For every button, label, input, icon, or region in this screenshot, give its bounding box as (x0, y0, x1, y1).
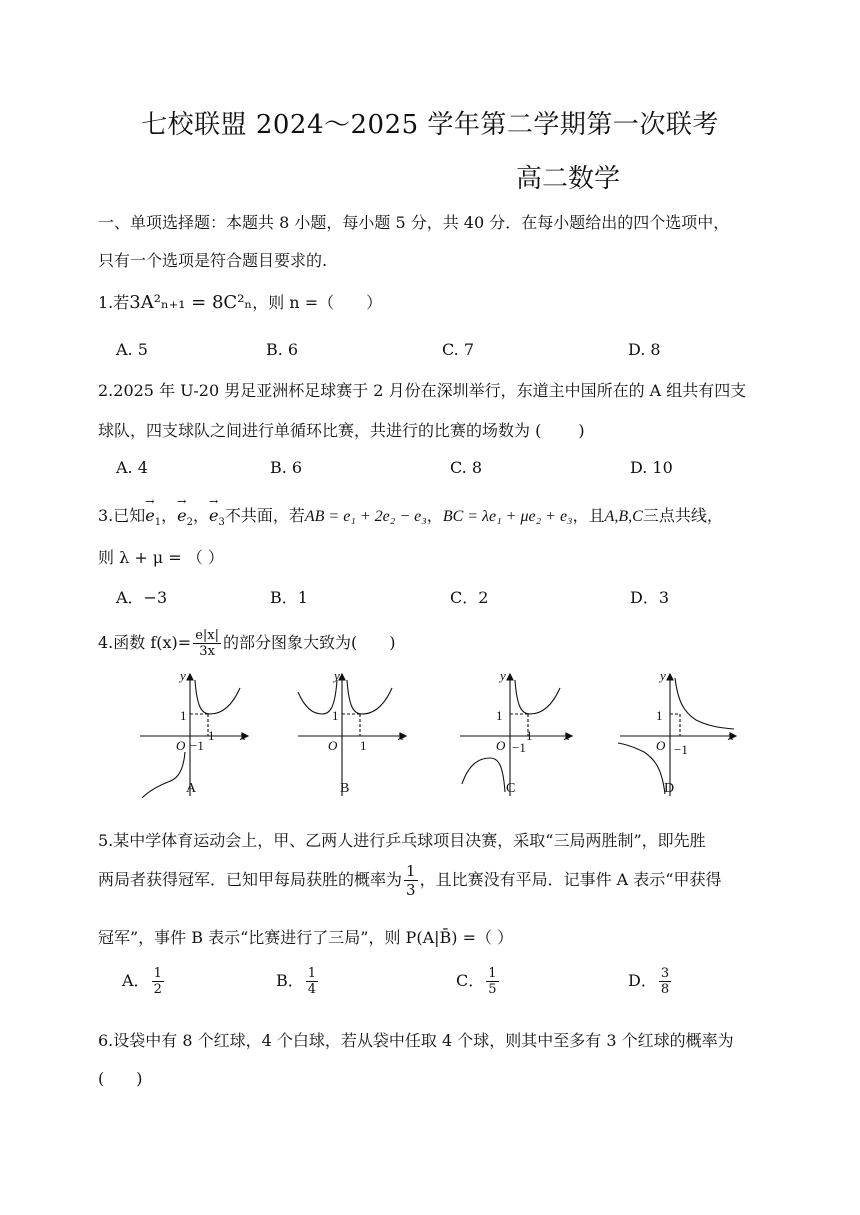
graph-a-one-x: 1 (208, 728, 215, 743)
graph-a-one-y: 1 (180, 708, 187, 723)
question-3-line1: 3.已知→ $e_1$，→ $e_2$，→ $e_3$不共面，若AB = e₁ + 2e₂ − e₃，BC = λe₁ + μe₂ + e₃，且A,B,C三点共线， (98, 503, 723, 528)
graph-b (298, 674, 406, 796)
question-5-line2: 两局者获得冠军．已知甲每局获胜的概率为 $\frac{1}{3}$ ，且比赛没有平局．记事件 A 表示“甲获得 (98, 862, 722, 899)
question-2-line2: 球队，四支球队之间进行单循环比赛，共进行的比赛的场数为 ( ) (98, 421, 585, 440)
q3-option-a: A．−3 (116, 588, 168, 607)
q3-option-c: C．2 (450, 588, 489, 607)
graph-b-one-y: 1 (332, 708, 339, 723)
graph-a-origin: O (176, 738, 186, 753)
q1-option-b: B. 6 (266, 340, 299, 359)
q1-formula: 3A²ₙ₊₁ = 8C²ₙ (129, 292, 253, 313)
graph-b-y-label: y (334, 668, 340, 683)
page-title: 七校联盟 2024～2025 学年第二学期第一次联考 (141, 110, 719, 140)
graph-a-x-label: x (240, 728, 246, 743)
question-5-line1: 5.某中学体育运动会上，甲、乙两人进行乒乓球项目决赛，采取“三局两胜制”，即先胜 (98, 831, 706, 850)
graph-a-label: A (186, 781, 197, 796)
vector-ab: AB = e₁ + 2e₂ − e₃ (304, 508, 427, 525)
graph-c-one-y: 1 (496, 708, 503, 723)
q1-option-a: A. 5 (116, 340, 148, 359)
section-instructions-line2: 只有一个选项是符合题目要求的. (98, 251, 328, 270)
graph-c-origin: O (496, 738, 506, 753)
q5-option-a: A． $\frac{1}{2}$ (122, 966, 162, 997)
q1-option-d: D. 8 (628, 340, 661, 359)
graph-c-one-x: 1 (526, 728, 533, 743)
question-1: 1.若3A²ₙ₊₁ = 8C²ₙ，则 n =（ ） (98, 292, 383, 313)
graph-a-minus-one: −1 (190, 738, 204, 753)
q4-fraction: $\frac{e|x|}{3x}$ (195, 628, 219, 659)
function-graphs (130, 668, 750, 798)
q5-option-c: C． $\frac{1}{5}$ (456, 966, 497, 997)
vector-bc: BC = λe₁ + μe₂ + e₃ (442, 508, 573, 525)
graph-d-label: D (664, 781, 675, 796)
q2-option-b: B. 6 (270, 458, 303, 477)
graph-b-label: B (340, 781, 350, 796)
question-2-option-d: D. 10 (630, 458, 673, 477)
graph-b-origin: O (328, 738, 338, 753)
graph-d-minus-one: −1 (674, 742, 688, 757)
question-6-line2: ( ) (98, 1069, 143, 1088)
section-instructions-line1: 一、单项选择题：本题共 8 小题，每小题 5 分，共 40 分．在每小题给出的四个选项中， (98, 213, 730, 232)
graph-a (140, 674, 248, 798)
graph-d-one-y: 1 (656, 708, 663, 723)
q2-option-a: A. 4 (116, 458, 148, 477)
graph-c-minus-one: −1 (512, 740, 526, 755)
graph-text (176, 668, 734, 796)
graph-b-x-label: x (398, 728, 404, 743)
q2-option-c: C. 8 (450, 458, 483, 477)
question-5-line3: 冠军”，事件 B 表示“比赛进行了三局”，则 P(A|B̄) =（ ） (98, 928, 514, 947)
graph-c-x-label: x (564, 728, 570, 743)
graph-b-one-x: 1 (360, 738, 367, 753)
question-3-line2: 则 λ + μ = （ ） (98, 548, 224, 567)
q5-probability-fraction: $\frac{1}{3}$ (406, 862, 416, 899)
question-4: 4.函数 f(x)= $\frac{e|x|}{3x}$ 的部分图象大致为( ) (98, 628, 396, 659)
graph-a-y-label: y (180, 668, 186, 683)
graph-c-y-label: y (500, 668, 506, 683)
graph-d (618, 674, 736, 796)
graph-d-y-label: y (660, 668, 666, 683)
graph-c (460, 674, 572, 796)
q5-option-d: D． $\frac{3}{8}$ (628, 966, 670, 997)
graph-d-origin: O (656, 738, 666, 753)
graph-c-label: C (506, 781, 516, 796)
question-2-line1: 2.2025 年 U-20 男足亚洲杯足球赛于 2 月份在深圳举行，东道主中国所在的 A 组共有四支 (98, 381, 747, 400)
question-6-line1: 6.设袋中有 8 个红球，4 个白球，若从袋中任取 4 个球，则其中至多有 3 个红球的概率为 (98, 1031, 734, 1050)
q1-option-c: C. 7 (442, 340, 475, 359)
subject-subtitle: 高二数学 (516, 164, 621, 194)
graph-d-x-label: x (728, 728, 734, 743)
q5-option-b: B． $\frac{1}{4}$ (276, 966, 317, 997)
q3-option-b: B．1 (270, 588, 308, 607)
q3-option-d: D．3 (630, 588, 670, 607)
